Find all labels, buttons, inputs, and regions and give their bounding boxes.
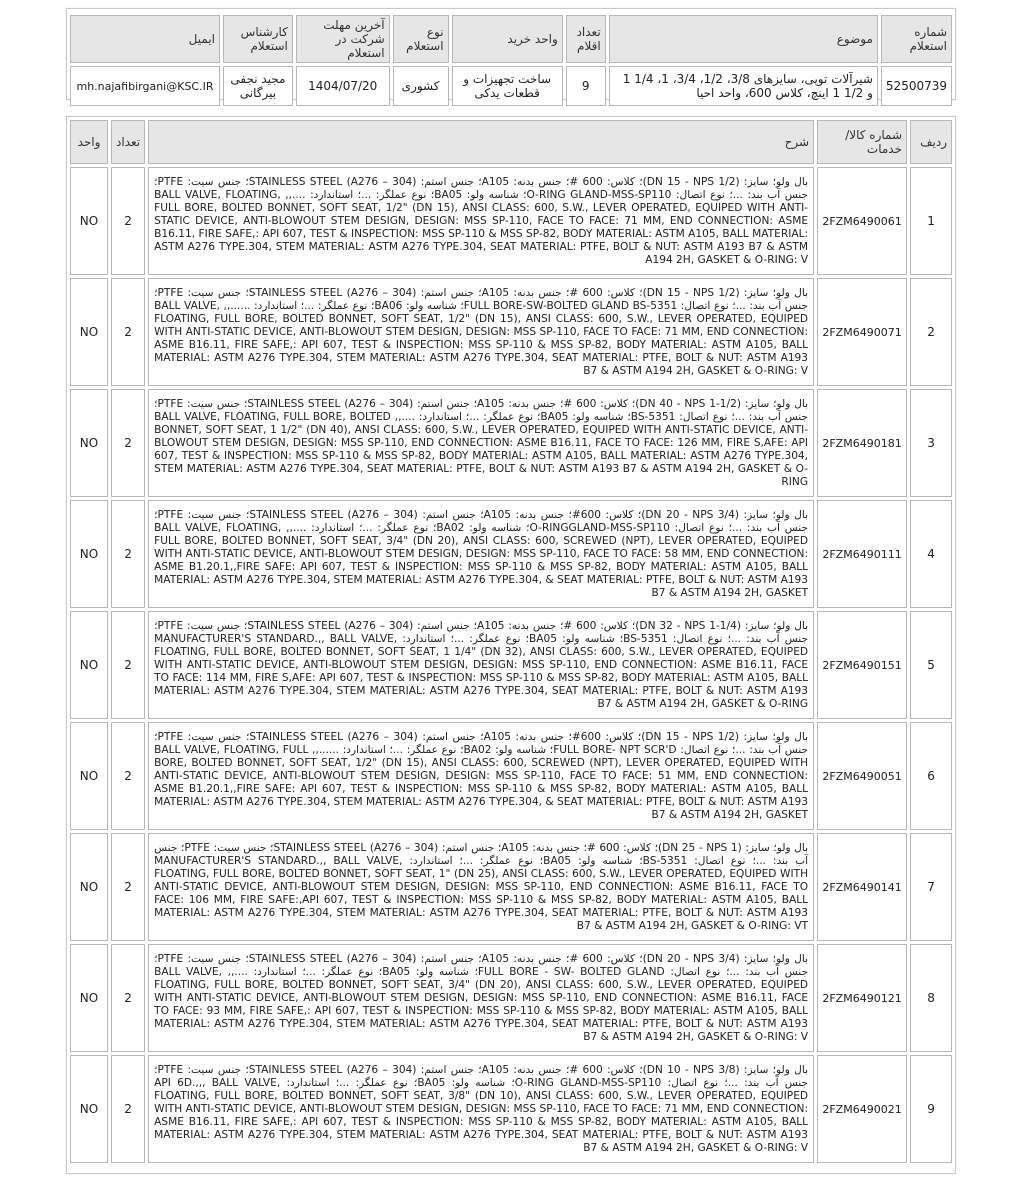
header-quantity: تعداد: [111, 120, 145, 164]
deadline-date: 1404/07/20: [296, 66, 390, 106]
inquiry-number: 52500739: [881, 66, 952, 106]
item-quantity: 2: [111, 167, 145, 275]
item-code: 2FZM6490141: [817, 833, 907, 941]
item-description: بال ولو؛ سایز: (DN 20 - NPS 3/4)؛ کلاس: 600 #؛ جنس بدنه: A105؛ جنس استم: STAINLESS STEEL (A276 – 304)؛ جنس سیت: PTFE؛ جنس آب بند: ...؛ نوع اتصال: FULL BORE - SW- BOLTED GLAND؛ شناسه ولو: BA05؛ نوع عملگر: ...؛ استاندارد: ....,, BALL VALVE, FLOATING, FULL BORE, BOLTED BONNET, SOFT SEAT, 3/4" (DN 20), ANSI CLASS: 600, S.W., LEVER OPERATED, EQUIPED WITH ANTI-STATIC DEVICE, ANTI-BLOWOUT STEM DESIGN, DESIGN: MSS SP-110, END CONNECTION: ASME B16.11, FACE TO FACE: 93 MM, FIRE SAFE,: API 607, TEST & INSPECTION: MSS SP-110 & MSS SP-82, BODY MATERIAL: ASTM A105, BALL MATERIAL: ASTM A276 TYPE.304, STEM MATERIAL: ASTM A276 TYPE.304, SEAT MATERIAL: PTFE, BOLT & NUT: ASTM A193 B7 & ASTM A194 2H, GASKET & O-RING: V: [148, 944, 814, 1052]
item-description: بال ولو؛ سایز: (DN 15 - NPS 1/2)؛ کلاس: 600#؛ جنس بدنه: A105؛ جنس استم: STAINLESS STEEL (A276 – 304)؛ جنس سیت: PTFE؛ جنس آب بند: ...؛ نوع اتصال: FULL BORE- NPT SCR'D؛ شناسه ولو: BA02؛ نوع عملگر: ...؛ استاندارد: ......,, BALL VALVE, FLOATING, FULL BORE, BOLTED BONNET, SOFT SEAT, 1/2" (DN 15), ANSI CLASS: 600, SCREWED (NPT), LEVER OPERATED, EQUIPED WITH ANTI-STATIC DEVICE, ANTI-BLOWOUT STEM DESIGN, DESIGN: MSS SP-110, FACE TO FACE: 51 MM, END CONNECTION: ASME B1.20.1,,FIRE SAFE: API 607, TEST & INSPECTION: MSS SP-110 & MSS SP-82, BODY MATERIAL: ASTM A105, BALL MATERIAL: ASTM A276 TYPE.304, STEM MATERIAL: ASTM A276 TYPE.304, & SEAT MATERIAL: PTFE, BOLT & NUT: ASTM A193 B7 & ASTM A194 2H, GASKET: [148, 722, 814, 830]
header-item-code: شماره کالا/خدمات: [817, 120, 907, 164]
expert-name: مجید نجفی بیرگانی: [223, 66, 293, 106]
table-row: [70, 278, 952, 386]
inquiry-summary-table: [67, 12, 955, 109]
item-description: بال ولو؛ سایز: (DN 20 - NPS 3/4)؛ کلاس: 600#؛ جنس بدنه: A105؛ جنس استم: STAINLESS STEEL (A276 – 304)؛ جنس سیت: PTFE؛ جنس آب بند: ...؛ نوع اتصال: O-RINGGLAND-MSS-SP110؛ شناسه ولو: BA02؛ نوع عملگر: ...؛ استاندارد: ....,, BALL VALVE, FLOATING, FULL BORE, BOLTED BONNET, SOFT SEAT, 3/4" (DN 20), ANSI CLASS: 600, SCREWED (NPT), LEVER OPERATED, EQUIPED WITH ANTI-STATIC DEVICE, ANTI-BLOWOUT STEM DESIGN, DESIGN: MSS SP-110, FACE TO FACE: 58 MM, END CONNECTION: ASME B1.20.1,,FIRE SAFE: API 607, TEST & INSPECTION: MSS SP-110 & MSS SP-82, BODY MATERIAL: ASTM A105, BALL MATERIAL: ASTM A276 TYPE.304, STEM MATERIAL: ASTM A276 TYPE.304, & SEAT MATERIAL: PTFE, BOLT & NUT: ASTM A193 B7 & ASTM A194 2H, GASKET: [148, 500, 814, 608]
item-unit: NO: [70, 611, 108, 719]
row-number: 7: [910, 833, 952, 941]
header-items-count: تعداد اقلام: [566, 15, 606, 63]
item-description: بال ولو؛ سایز: (DN 10 - NPS 3/8)؛ کلاس: 600 #؛ جنس بدنه: A105؛ جنس استم: STAINLESS STEEL (A276 – 304)؛ جنس سیت: PTFE؛ جنس آب بند: ...؛ نوع اتصال: O-RING GLAND-MSS-SP110؛ شناسه ولو: BA05؛ نوع عملگر: ...؛ استاندارد: API 6D.,,, BALL VALVE, FLOATING, FULL BORE, BOLTED BONNET, SOFT SEAT, 3/8" (DN 10), ANSI CLASS: 600, S.W., LEVER OPERATED, EQUIPED WITH ANTI-STATIC DEVICE, ANTI-BLOWOUT STEM DESIGN, DESIGN: MSS SP-110, FACE TO FACE: 71 MM, END CONNECTION: ASME B16.11, FIRE SAFE,: API 607, TEST & INSPECTION: MSS SP-110 & MSS SP-82, BODY MATERIAL: ASTM A105, BALL MATERIAL: ASTM A276 TYPE.304, STEM MATERIAL: ASTM A276 TYPE.304, SEAT MATERIAL: PTFE, BOLT & NUT: ASTM A193 B7 & ASTM A194 2H, GASKET & O-RING: V: [148, 1055, 814, 1163]
items-count: 9: [566, 66, 606, 106]
item-unit: NO: [70, 389, 108, 497]
row-number: 2: [910, 278, 952, 386]
expert-email[interactable]: mh.najafibirgani@KSC.IR: [70, 66, 220, 106]
item-unit: NO: [70, 1055, 108, 1163]
items-table: [67, 117, 955, 1166]
table-row: [70, 500, 952, 608]
row-number: 4: [910, 500, 952, 608]
table-row: [70, 722, 952, 830]
header-subject: موضوع: [609, 15, 878, 63]
item-code: 2FZM6490151: [817, 611, 907, 719]
row-number: 3: [910, 389, 952, 497]
header-row-number: ردیف: [910, 120, 952, 164]
item-description: بال ولو؛ سایز: (DN 15 - NPS 1/2)؛ کلاس: 600 #؛ جنس بدنه: A105؛ جنس استم: STAINLESS STEEL (A276 – 304)؛ جنس سیت: PTFE؛ جنس آب بند: ...؛ نوع اتصال: FULL BORE-SW-BOLTED GLAND BS-5351؛ شناسه ولو: BA06؛ نوع عملگر: ...؛ استاندارد: ......,, BALL VALVE, FLOATING, FULL BORE, BOLTED BONNET, SOFT SEAT, 1/2" (DN 15), ANSI CLASS: 600, S.W., LEVER OPERATED, EQUIPED WITH ANTI-STATIC DEVICE, ANTI-BLOWOUT STEM DESIGN, DESIGN: MSS SP-110, FACE TO FACE: 71 MM, END CONNECTION: ASME B16.11, FIRE SAFE,: API 607, TEST & INSPECTION: MSS SP-110 & MSS SP-82, BODY MATERIAL: ASTM A105, BALL MATERIAL: ASTM A276 TYPE.304, STEM MATERIAL: ASTM A276 TYPE.304, SEAT MATERIAL: PTFE, BOLT & NUT: ASTM A193 B7 & ASTM A194 2H, GASKET & O-RING: V: [148, 278, 814, 386]
item-code: 2FZM6490061: [817, 167, 907, 275]
table-row: [70, 1055, 952, 1163]
item-unit: NO: [70, 833, 108, 941]
item-quantity: 2: [111, 833, 145, 941]
header-inquiry-type: نوع استعلام: [393, 15, 449, 63]
item-description: بال ولو؛ سایز: (DN 25 - NPS 1)؛ کلاس: 600 #؛ جنس بدنه: A105؛ جنس استم: STAINLESS STEEL (A276 – 304)؛ جنس سیت: PTFE؛ جنس آب بند: ...؛ نوع اتصال: BS-5351؛ شناسه ولو: BA05؛ نوع عملگر: ...؛ استاندارد: MANUFACTURER'S STANDARD.,, BALL VALVE, FLOATING, FULL BORE, BOLTED BONNET, SOFT SEAT, 1" (DN 25), ANSI CLASS: 600, S.W., LEVER OPERATED, EQUIPED WITH ANTI-STATIC DEVICE, ANTI-BLOWOUT STEM DESIGN, DESIGN: MSS SP-110, END CONNECTION: ASME B16.11, FACE TO FACE: 106 MM, FIRE SAFE:,API 607, TEST & INSPECTION: MSS SP-110 & MSS SP-82, BODY MATERIAL: ASTM A105, BALL MATERIAL: ASTM A276 TYPE.304, STEM MATERIAL: ASTM A276 TYPE.304, SEAT MATERIAL: PTFE, BOLT & NUT: ASTM A193 B7 & ASTM A194 2H, GASKET & O-RING: VT: [148, 833, 814, 941]
header-inquiry-number: شماره استعلام: [881, 15, 952, 63]
item-quantity: 2: [111, 278, 145, 386]
item-unit: NO: [70, 500, 108, 608]
table-row: [70, 944, 952, 1052]
item-description: بال ولو؛ سایز: (DN 40 - NPS 1-1/2)؛ کلاس: 600 #؛ جنس بدنه: A105؛ جنس استم: STAINLESS STEEL (A276 – 304)؛ جنس سیت: PTFE؛ جنس آب بند: ...؛ نوع اتصال: BS-5351؛ شناسه ولو: BA05؛ نوع عملگر: ...؛ استاندارد: ....,, BALL VALVE, FLOATING, FULL BORE, BOLTED BONNET, SOFT SEAT, 1 1/2" (DN 40), ANSI CLASS: 600, S.W., LEVER OPERATED, EQUIPED WITH ANTI-STATIC DEVICE, ANTI-BLOWOUT STEM DESIGN, DESIGN: MSS SP-110, END CONNECTION: ASME B16.11, FACE TO FACE: 126 MM, FIRE S,AFE: API 607, TEST & INSPECTION: MSS SP-110 & MSS SP-82, BODY MATERIAL: ASTM A105, BALL MATERIAL: ASTM A276 TYPE.304, STEM MATERIAL: ASTM A276 TYPE.304, SEAT MATERIAL: PTFE, BOLT & NUT: ASTM A193 B7 & ASTM A194 2H, GASKET & O-RING: [148, 389, 814, 497]
row-number: 1: [910, 167, 952, 275]
summary-data-row: [70, 66, 952, 106]
header-unit: واحد: [70, 120, 108, 164]
item-unit: NO: [70, 167, 108, 275]
header-purchase-unit: واحد خرید: [452, 15, 563, 63]
inquiry-subject: شیرآلات توپی، سایزهای 3/8، 1/2، 3/4، 1، 1/4 1 و 1/2 1 اینچ، کلاس 600، واحد احیا: [609, 66, 878, 106]
table-row: [70, 167, 952, 275]
item-code: 2FZM6490111: [817, 500, 907, 608]
item-quantity: 2: [111, 1055, 145, 1163]
items-panel: [66, 116, 956, 1174]
inquiry-type: کشوری: [393, 66, 449, 106]
summary-header-row: [70, 15, 952, 63]
row-number: 8: [910, 944, 952, 1052]
item-quantity: 2: [111, 611, 145, 719]
header-deadline: آخرین مهلت شرکت در استعلام: [296, 15, 390, 63]
row-number: 5: [910, 611, 952, 719]
row-number: 9: [910, 1055, 952, 1163]
table-row: [70, 833, 952, 941]
inquiry-summary-panel: [66, 8, 956, 100]
header-email: ایمیل: [70, 15, 220, 63]
item-unit: NO: [70, 944, 108, 1052]
item-code: 2FZM6490021: [817, 1055, 907, 1163]
table-row: [70, 611, 952, 719]
row-number: 6: [910, 722, 952, 830]
header-expert: کارشناس استعلام: [223, 15, 293, 63]
item-description: بال ولو؛ سایز: (DN 15 - NPS 1/2)؛ کلاس: 600 #؛ جنس بدنه: A105؛ جنس استم: STAINLESS STEEL (A276 – 304)؛ جنس سیت: PTFE؛ جنس آب بند: ...؛ نوع اتصال: O-RING GLAND-MSS-SP110؛ شناسه ولو: BA05؛ نوع عملگر: ...؛ استاندارد: ....,, BALL VALVE, FLOATING, FULL BORE, BOLTED BONNET, SOFT SEAT, 1/2" (DN 15), ANSI CLASS: 600, S.W., LEVER OPERATED, EQUIPED WITH ANTI-STATIC DEVICE, ANTI-BLOWOUT STEM DESIGN, DESIGN: MSS SP-110, FACE TO FACE: 71 MM, END CONNECTION: ASME B16.11, FIRE SAFE,: API 607, TEST & INSPECTION: MSS SP-110 & MSS SP-82, BODY MATERIAL: ASTM A105, BALL MATERIAL: ASTM A276 TYPE.304, STEM MATERIAL: ASTM A276 TYPE.304, SEAT MATERIAL: PTFE, BOLT & NUT: ASTM A193 B7 & ASTM A194 2H, GASKET & O-RING: V: [148, 167, 814, 275]
table-row: [70, 389, 952, 497]
item-code: 2FZM6490051: [817, 722, 907, 830]
item-code: 2FZM6490181: [817, 389, 907, 497]
items-header-row: [70, 120, 952, 164]
item-unit: NO: [70, 722, 108, 830]
item-quantity: 2: [111, 944, 145, 1052]
item-quantity: 2: [111, 500, 145, 608]
item-description: بال ولو؛ سایز: (DN 32 - NPS 1-1/4)؛ کلاس: 600 #؛ جنس بدنه: A105؛ جنس استم: STAINLESS STEEL (A276 – 304)؛ جنس سیت: PTFE؛ جنس آب بند: ...؛ نوع اتصال: BS-5351؛ شناسه ولو: BA05؛ نوع عملگر: ...؛ استاندارد: MANUFACTURER'S STANDARD.,, BALL VALVE, FLOATING, FULL BORE, BOLTED BONNET, SOFT SEAT, 1 1/4" (DN 32), ANSI CLASS: 600, S.W., LEVER OPERATED, EQUIPED WITH ANTI-STATIC DEVICE, ANTI-BLOWOUT STEM DESIGN, DESIGN: MSS SP-110, END CONNECTION: ASME B16.11, FACE TO FACE: 114 MM, FIRE S,AFE: API 607, TEST & INSPECTION: MSS SP-110 & MSS SP-82, BODY MATERIAL: ASTM A105, BALL MATERIAL: ASTM A276 TYPE.304, STEM MATERIAL: ASTM A276 TYPE.304, SEAT MATERIAL: PTFE, BOLT & NUT: ASTM A193 B7 & ASTM A194 2H, GASKET & O-RING: [148, 611, 814, 719]
item-code: 2FZM6490121: [817, 944, 907, 1052]
header-description: شرح: [148, 120, 814, 164]
purchase-unit: ساخت تجهیزات و قطعات یدکی: [452, 66, 563, 106]
item-code: 2FZM6490071: [817, 278, 907, 386]
item-quantity: 2: [111, 722, 145, 830]
item-quantity: 2: [111, 389, 145, 497]
item-unit: NO: [70, 278, 108, 386]
